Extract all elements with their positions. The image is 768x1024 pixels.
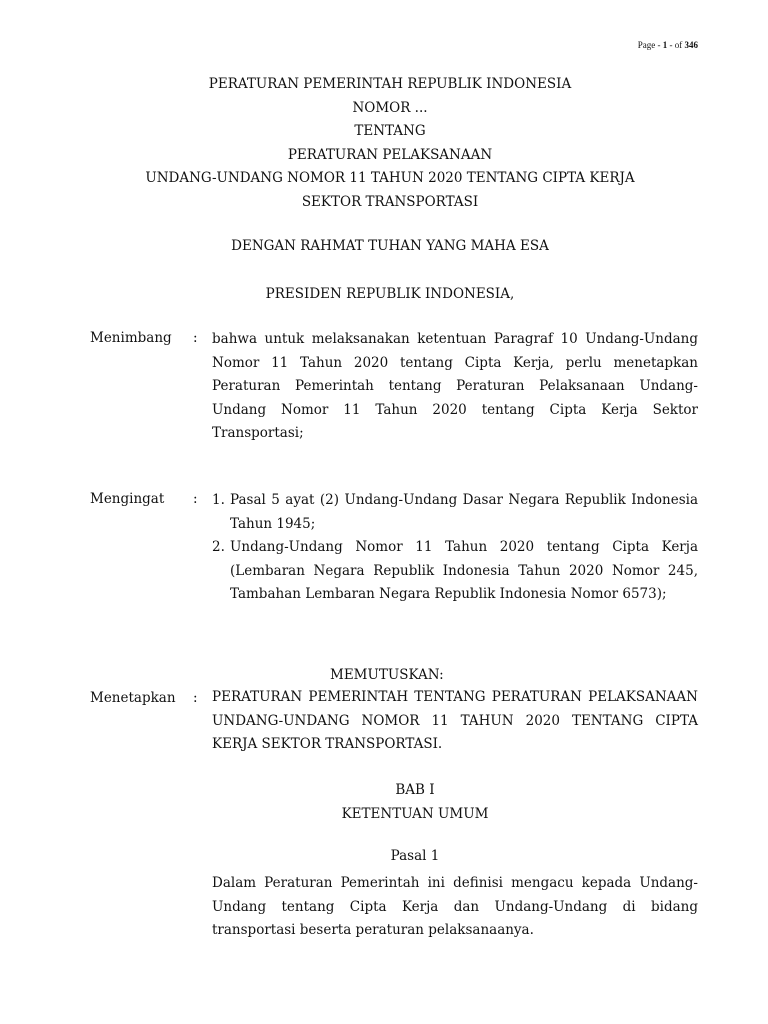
title-line-6: SEKTOR TRANSPORTASI [301, 193, 479, 210]
chapter-number: BAB I [395, 782, 435, 798]
mengingat-item-2 [212, 536, 698, 607]
menimbang-text: bahwa untuk melaksanakan ketentuan Paragraf 10 Undang-Undang Nomor 11 Tahun 2020 tentang Cipta Kerja, perlu menetapkan Peraturan Pemerintah tentang Peraturan Pelaksanaan Undang-Undang Nomor 11 Tahun 2020 tentang Cipta Kerja Sektor Transportasi; [212, 331, 698, 441]
memutuskan-heading: MEMUTUSKAN: [330, 667, 444, 683]
chapter-heading [290, 779, 540, 826]
menetapkan-label: Menetapkan [90, 690, 176, 706]
mengingat-item-1 [212, 489, 698, 536]
mengingat-item-2-text: Undang-Undang Nomor 11 Tahun 2020 tentang Cipta Kerja (Lembaran Negara Republik Indonesia Tahun 2020 Nomor 245, Tambahan Lembaran Negara Republik Indonesia Nomor 6573); [230, 539, 698, 602]
menetapkan-colon: : [193, 690, 198, 706]
presiden-heading: PRESIDEN REPUBLIK INDONESIA, [265, 286, 515, 302]
title-line-1: PERATURAN PEMERINTAH REPUBLIK INDONESIA [208, 76, 572, 92]
title-line-4: PERATURAN PELAKSANAAN [287, 146, 493, 163]
mengingat-item-2-number: 2. [212, 539, 225, 555]
page-number-total: 346 [684, 40, 698, 50]
page-number [638, 40, 698, 50]
mengingat-label: Mengingat [90, 491, 165, 507]
article-heading: Pasal 1 [390, 848, 440, 864]
menimbang-label: Menimbang [90, 330, 172, 346]
menetapkan-text: PERATURAN PEMERINTAH TENTANG PERATURAN PELAKSANAAN UNDANG-UNDANG NOMOR 11 TAHUN 2020 TENTANG CIPTA KERJA SEKTOR TRANSPORTASI. [212, 689, 698, 752]
title-line-5: UNDANG-UNDANG NOMOR 11 TAHUN 2020 TENTANG CIPTA KERJA [145, 170, 635, 186]
chapter-title: KETENTUAN UMUM [341, 805, 489, 822]
rahmat-heading: DENGAN RAHMAT TUHAN YANG MAHA ESA [231, 238, 549, 254]
mengingat-item-1-number: 1. [212, 492, 225, 508]
menimbang-colon: : [193, 330, 198, 346]
regulation-title [90, 73, 690, 214]
page-number-current: 1 [662, 40, 668, 50]
page-number-prefix: Page - [637, 40, 663, 50]
mengingat-item-1-text: Pasal 5 ayat (2) Undang-Undang Dasar Negara Republik Indonesia Tahun 1945; [230, 492, 698, 532]
page-number-separator: - of [667, 40, 685, 50]
title-line-2: NOMOR ... [352, 99, 428, 116]
article-text: Dalam Peraturan Pemerintah ini definisi mengacu kepada Undang-Undang tentang Cipta Kerja dan Undang-Undang di bidang transportasi beserta peraturan pelaksanaanya. [212, 875, 698, 938]
title-line-3: TENTANG [354, 123, 426, 139]
mengingat-colon: : [193, 491, 198, 507]
